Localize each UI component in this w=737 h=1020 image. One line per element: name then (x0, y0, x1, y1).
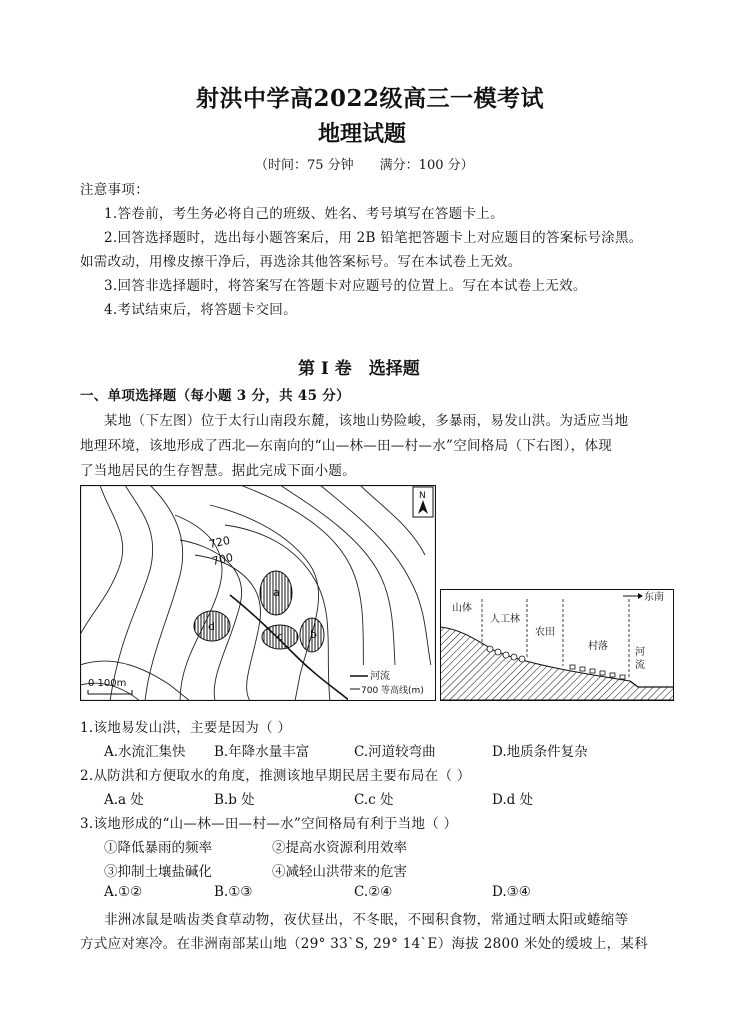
q2-option-d[interactable]: D.d 处 (492, 792, 534, 808)
notice-item-2: 2.回答选择题时，选出每小题答案后，用 2B 铅笔把答题卡上对应题目的答案标号涂黑。 (104, 230, 643, 246)
next-intro-line-2: 方式应对寒冷。在非洲南部某山地（29° 33`S, 29° 14`E）海拔 2800 米处的缓坡上，某科 (80, 936, 649, 952)
zone-village: 村落 (588, 641, 608, 652)
contour-label-700: 700 (210, 550, 235, 568)
q3-statement-1: ①降低暴雨的频率 (104, 840, 212, 856)
q1-option-d[interactable]: D.地质条件复杂 (492, 744, 588, 760)
q2-stem: 2.从防洪和方便取水的角度，推测该地早期民居主要布局在（ ） (80, 768, 471, 784)
notice-item-4: 4.考试结束后，将答题卡交回。 (104, 302, 297, 318)
legend-river: 河流 (370, 671, 390, 682)
q2-option-b[interactable]: B.b 处 (214, 792, 255, 808)
contour-label-720: 720 (207, 533, 232, 551)
direction-label: 东南 (644, 592, 664, 603)
zone-river: 河 (635, 647, 645, 658)
zone-farmland: 农田 (535, 627, 555, 638)
subject-title: 地理试题 (318, 121, 407, 147)
notice-item-1: 1.答卷前，考生务必将自己的班级、姓名、考号填写在答题卡上。 (104, 206, 504, 222)
zone-river-2: 流 (635, 660, 645, 671)
q2-option-a[interactable]: A.a 处 (104, 792, 144, 808)
part-heading: 第 I 卷 选择题 (298, 359, 420, 379)
q3-option-b[interactable]: B.①③ (214, 884, 253, 900)
next-intro-line-1: 非洲冰鼠是啮齿类食草动物，夜伏昼出，不冬眠，不囤积食物，常通过晒太阳或蜷缩等 (104, 912, 629, 928)
q3-stem: 3.该地形成的“山—林—田—村—水”空间格局有利于当地（ ） (80, 816, 458, 832)
notice-item-2-cont: 如需改动，用橡皮擦干净后，再选涂其他答案标号。写在本试卷上无效。 (80, 254, 522, 270)
q1-stem: 1.该地易发山洪，主要是因为（ ） (80, 720, 292, 736)
zone-forest: 人工林 (490, 614, 520, 625)
q3-option-c[interactable]: C.②④ (354, 884, 393, 900)
notice-label: 注意事项： (80, 182, 149, 198)
q3-statement-4: ④减轻山洪带来的危害 (272, 864, 407, 880)
zone-mountain: 山体 (452, 603, 472, 614)
q3-option-d[interactable]: D.③④ (492, 884, 531, 900)
q3-statement-3: ③抑制土壤盐碱化 (104, 864, 212, 880)
legend-contour: 700 等高线(m) (361, 686, 424, 696)
intro-line-3: 了当地居民的生存智慧。据此完成下面小题。 (80, 463, 356, 479)
notice-item-3: 3.回答非选择题时，将答案写在答题卡对应题号的位置上。写在本试卷上无效。 (104, 278, 587, 294)
q3-statement-2: ②提高水资源利用效率 (272, 840, 407, 856)
exam-title: 射洪中学高2022级高三一模考试 (196, 85, 545, 112)
q3-option-a[interactable]: A.①② (104, 884, 143, 900)
profile-diagram (440, 589, 674, 701)
section-title: 一、单项选择题（每小题 3 分，共 45 分） (80, 388, 350, 404)
q1-option-a[interactable]: A.水流汇集快 (104, 744, 186, 760)
scale-label: 0 100m (88, 678, 127, 689)
area-a-label: a (273, 586, 280, 599)
q2-option-c[interactable]: C.c 处 (354, 792, 394, 808)
area-b-label: b (310, 628, 317, 641)
area-d-label: d (208, 620, 215, 633)
area-c-label: c (277, 630, 284, 643)
exam-info: （时间：75 分钟 满分：100 分） (255, 158, 474, 173)
q1-option-c[interactable]: C.河道较弯曲 (354, 744, 436, 760)
contour-map (80, 485, 436, 701)
intro-line-2: 地理环境，该地形成了西北—东南向的“山—林—田—村—水”空间格局（下右图），体现 (80, 438, 613, 454)
intro-line-1: 某地（下左图）位于太行山南段东麓，该地山势险峻，多暴雨，易发山洪。为适应当地 (104, 413, 629, 429)
north-label: N (419, 491, 426, 501)
q1-option-b[interactable]: B.年降水量丰富 (214, 744, 310, 760)
